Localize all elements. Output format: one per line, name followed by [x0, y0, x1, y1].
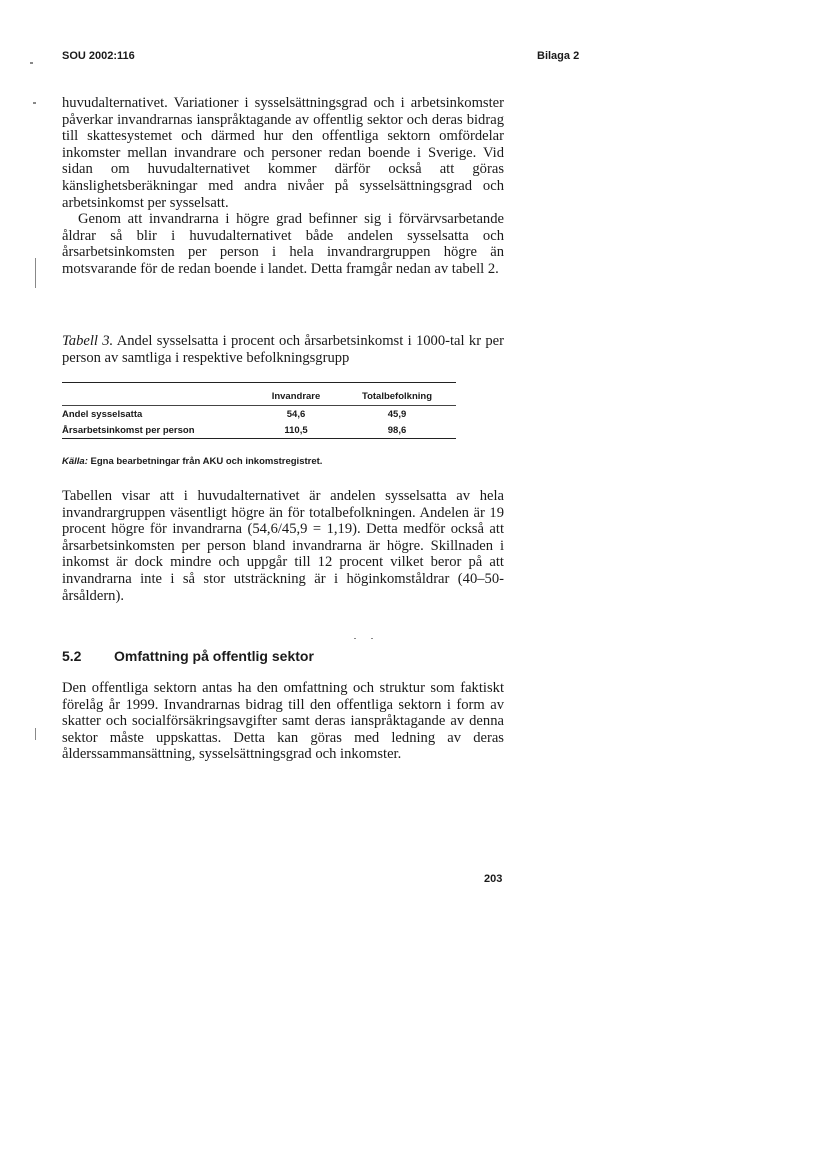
section-heading — [62, 648, 314, 664]
table-rule-bottom — [62, 438, 456, 439]
scan-speck — [33, 102, 36, 104]
section-title: Omfattning på offentlig sektor — [114, 648, 314, 664]
section-paragraph — [62, 680, 504, 763]
scan-speck — [30, 62, 33, 64]
analysis-paragraph — [62, 488, 504, 604]
table-cell: 110,5 — [284, 424, 308, 436]
paragraph-4: Den offentliga sektorn antas ha den omfattning och struktur som faktiskt förelåg år 1999. Invandrarnas bidrag till den offentliga sektorn i form av skatter och socialförsäkringsavgifter samt deras ianspråktagande av denna sektor måste uppskattas. Detta kan göras med ledning av deras ålderssammansättning, sysselsättningsgrad och inkomster. — [62, 680, 504, 763]
scan-speck — [354, 638, 356, 639]
table-source-text: Egna bearbetningar från AKU och inkomstregistret. — [90, 456, 323, 467]
paragraph-1: huvudalternativet. Variationer i sysselsättningsgrad och i arbetsinkomster påverkar invandrarnas ianspråktagande av offentlig sektor och deras bidrag till skattesystemet och därmed hur den offentliga sektorn omfördelar inkomster mellan invandrare och personer redan boende i Sverige. Vid sidan om huvudalternativet kommer därför också att göras känslighetsberäkningar med andra nivåer på sysselsättningsgrad och arbetsinkomst per sysselsatt. — [62, 95, 504, 211]
table-caption-label: Tabell 3. — [62, 333, 114, 349]
table-caption-text: Andel sysselsatta i procent och årsarbetsinkomst i 1000-tal kr per person av samtliga i respektive befolkningsgrupp — [62, 333, 504, 366]
running-header-right: Bilaga 2 — [537, 50, 580, 62]
table-source — [62, 456, 322, 467]
table-row — [62, 422, 456, 438]
intro-paragraphs — [62, 95, 504, 278]
data-table — [62, 382, 456, 439]
scan-speck — [35, 258, 36, 288]
table-header-cell: Totalbefolkning — [361, 391, 432, 402]
table-cell: 54,6 — [286, 408, 306, 420]
table-source-label: Källa: — [62, 456, 88, 467]
scan-speck — [35, 728, 36, 740]
table-header-row — [62, 383, 456, 405]
paragraph-2: Genom att invandrarna i högre grad befinner sig i förvärvsarbetande åldrar så blir i huvudalternativet både andelen sysselsatta och årsarbetsinkomsten per person i hela invandrargruppen högre än motsvarande för de redan boende i landet. Detta framgår nedan av tabell 2. — [62, 211, 504, 277]
table-cell: 98,6 — [387, 424, 407, 436]
table-row — [62, 406, 456, 422]
running-header-left: SOU 2002:116 — [62, 50, 135, 62]
table-cell: 45,9 — [387, 408, 407, 420]
scan-speck — [371, 638, 373, 639]
page-number: 203 — [484, 873, 503, 885]
table-header-cell: Invandrare — [271, 391, 321, 402]
table-cell: Årsarbetsinkomst per person — [62, 424, 195, 436]
paragraph-3: Tabellen visar att i huvudalternativet är andelen sysselsatta av hela invandrargruppen väsentligt högre än för totalbefolkningen. Andelen är 19 procent högre för invandrarna (54,6/45,9 = 1,19). Detta medför också att årsarbetsinkomsten per person bland invandrarna är högre. Skillnaden i inkomst är dock mindre och uppgår till 12 procent vilket beror på att invandrarna inte i så stor utsträckning är i höginkomståldrar (40–50-årsåldern). — [62, 488, 504, 604]
section-number: 5.2 — [62, 648, 82, 664]
table-caption — [62, 333, 504, 367]
table-cell: Andel sysselsatta — [62, 408, 143, 420]
